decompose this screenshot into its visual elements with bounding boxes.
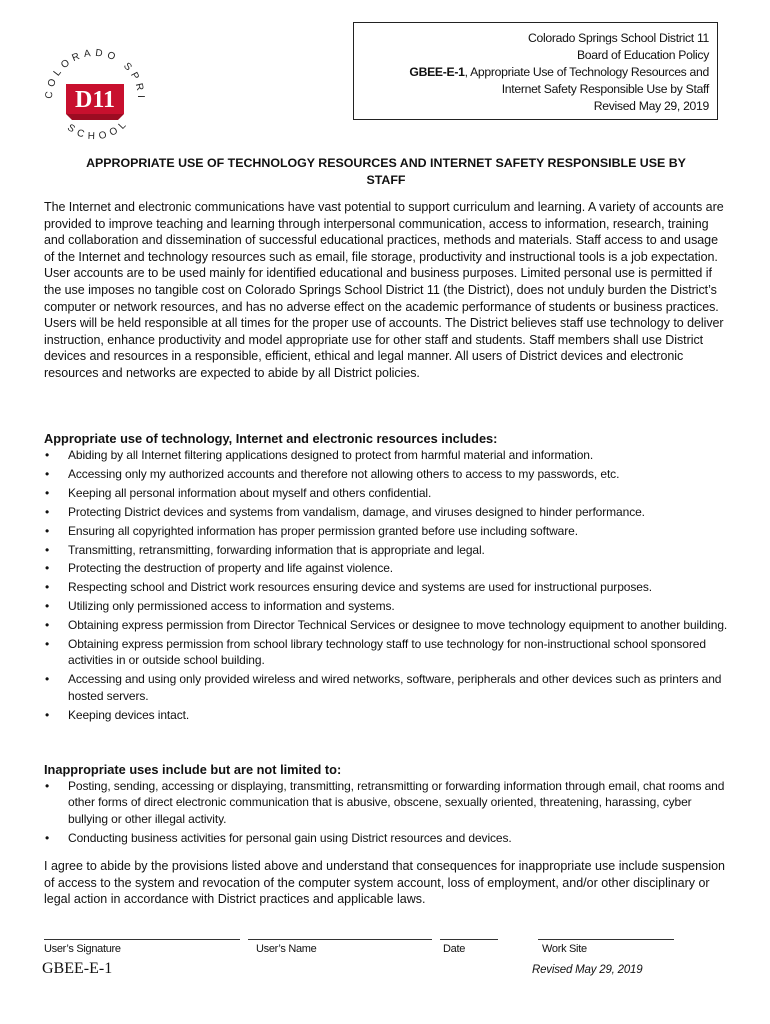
policy-header-box (353, 22, 718, 120)
list-item: • Obtaining express permission from Director Technical Services or designee to move technology equipment to another building. (44, 617, 734, 633)
user-signature-line[interactable] (44, 939, 240, 940)
list-item: • Ensuring all copyrighted information has proper permission granted before use including software. (44, 523, 734, 539)
user-name-line[interactable] (248, 939, 432, 940)
list-item: • Protecting District devices and systems from vandalism, damage, and viruses designed to hinder performance. (44, 504, 734, 520)
list-item: • Accessing only my authorized accounts and therefore not allowing others to access to my passwords, etc. (44, 466, 734, 482)
appropriate-use-heading: Appropriate use of technology, Internet and electronic resources includes: (44, 431, 498, 446)
list-item: • Utilizing only permissioned access to information and systems. (44, 598, 734, 614)
policy-subtitle: Internet Safety Responsible Use by Staff (501, 82, 709, 96)
document-title (44, 155, 728, 189)
inappropriate-use-heading: Inappropriate uses include but are not limited to: (44, 762, 342, 777)
document-title-line1: APPROPRIATE USE OF TECHNOLOGY RESOURCES AND INTERNET SAFETY RESPONSIBLE USE BY (86, 156, 686, 170)
user-signature-label: User’s Signature (44, 943, 121, 955)
policy-board: Board of Education Policy (576, 48, 709, 62)
date-line[interactable] (440, 939, 498, 940)
policy-code: GBEE-E-1 (409, 65, 465, 79)
document-title-line2: STAFF (366, 173, 406, 187)
logo-ring-top-text: COLORADO SPRI (43, 47, 147, 103)
policy-revised-date: Revised May 29, 2019 (593, 99, 709, 113)
intro-paragraph: The Internet and electronic communications have vast potential to support curriculum and learning. A variety of accounts are provided to improve teaching and learning through interpersonal communication, access to information, research, training and collaboration and dissemination of successful educational practices, methods and materials. Staff access to and usage of the Internet and technology resources such as email, file storage, productivity and instructional tools is a job expectation. User accounts are to be used mainly for identified educational and business purposes. Limited personal use is permitted if the use imposes no tangible cost on Colorado Springs School District 11 (the District), does not unduly burden the District’s computer or network resources, and has no adverse effect on the academic performance of students or business practices. Users will be held responsible at all times for the proper use of accounts. The District believes staff use technology to deliver instruction, enhance productivity and model appropriate use for other staff and students. Staff members shall use District devices and resources in a responsible, efficient, ethical and legal manner. All users of District devices and electronic resources and networks are expected to abide by all District policies. (44, 200, 724, 380)
list-item: • Accessing and using only provided wireless and wired networks, software, peripherals and other devices such as printers and hosted servers. (44, 671, 734, 704)
work-site-line[interactable] (538, 939, 674, 940)
agreement-paragraph: I agree to abide by the provisions listed above and understand that consequences for inappropriate use include suspension of access to the system and revocation of the computer system account, loss of employment, and/or other disciplinary or legal action in accordance with District practices and applicable laws. (44, 859, 726, 907)
district-name: Colorado Springs School District 11 (528, 31, 709, 45)
list-item: • Abiding by all Internet filtering applications designed to protect from harmful material and information. (44, 447, 734, 463)
list-item: • Transmitting, retransmitting, forwarding information that is appropriate and legal. (44, 542, 734, 558)
list-item: • Posting, sending, accessing or displaying, transmitting, retransmitting or forwarding information through email, chat rooms and other forms of direct electronic communication that is abusive, obscene, sexually oriented, threatening, harassing, cyber bullying or other illegal activity. (44, 778, 734, 827)
footer-revised-date: Revised May 29, 2019 (532, 964, 643, 976)
policy-title-line (354, 64, 709, 81)
district-logo (30, 36, 160, 162)
user-name-label: User’s Name (256, 943, 317, 955)
date-label: Date (443, 943, 466, 955)
footer-policy-code: GBEE-E-1 (42, 960, 113, 977)
logo-emblem-text: D11 (74, 87, 116, 113)
logo-ring-bottom-text: SCHOOL (65, 116, 132, 143)
policy-title: , Appropriate Use of Technology Resources and (464, 65, 709, 79)
list-item: • Conducting business activities for personal gain using District resources and devices. (44, 830, 734, 846)
appropriate-use-list (44, 447, 734, 723)
list-item: • Keeping all personal information about myself and others confidential. (44, 485, 734, 501)
list-item: • Protecting the destruction of property and life against violence. (44, 560, 734, 576)
list-item: • Obtaining express permission from school library technology staff to use technology for non-instructional school sponsored activities in or outside school building. (44, 636, 734, 669)
list-item: • Respecting school and District work resources ensuring device and systems are used for instructional purposes. (44, 579, 734, 595)
inappropriate-use-list (44, 778, 734, 846)
list-item: • Keeping devices intact. (44, 707, 734, 723)
work-site-label: Work Site (542, 943, 587, 955)
